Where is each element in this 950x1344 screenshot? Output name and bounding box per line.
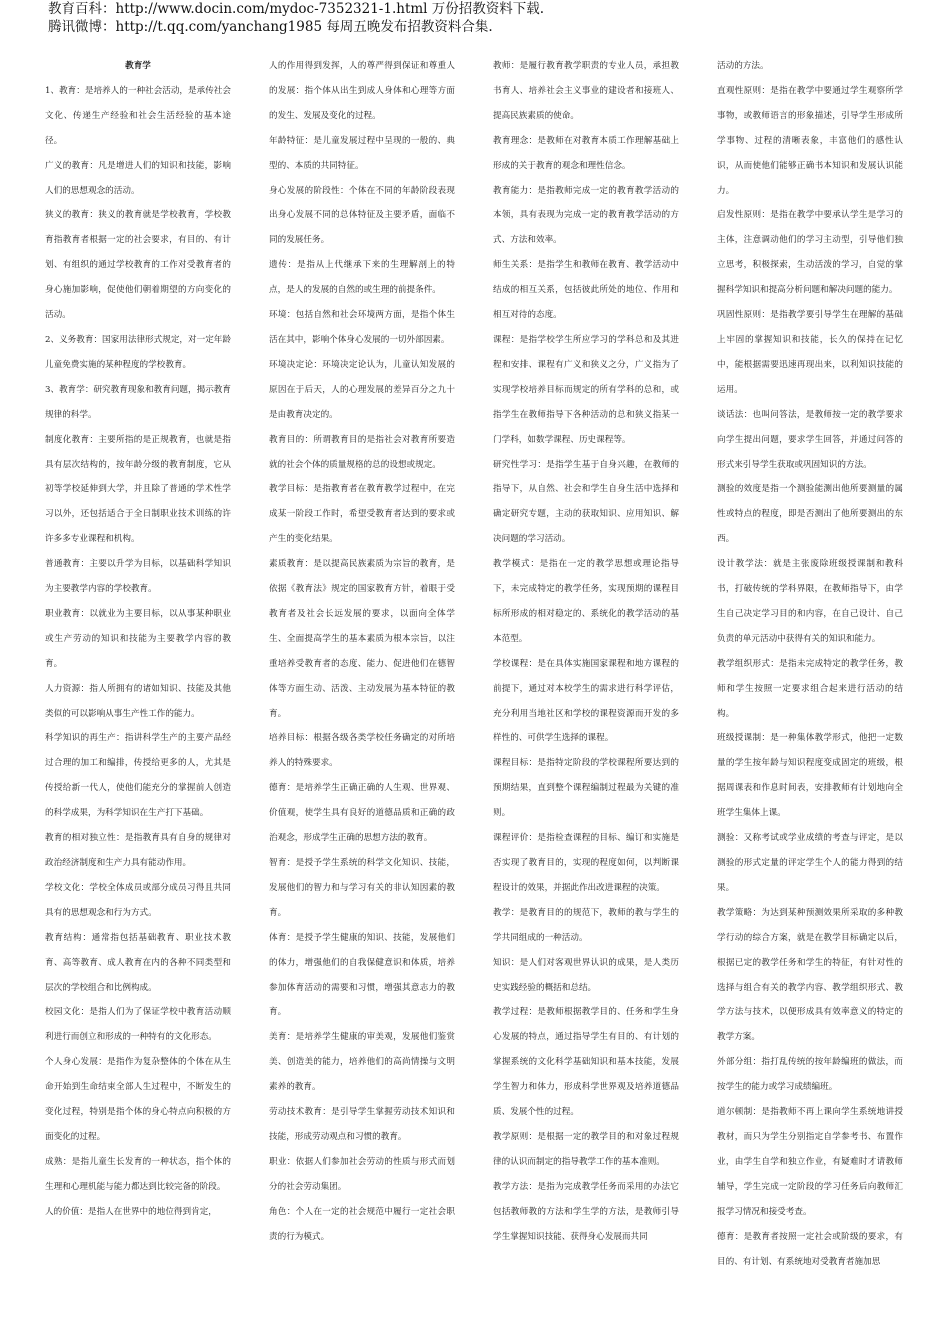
definition-paragraph: 环境决定论：环境决定论认为，儿童认知发展的原因在于后天，人的心理发展的差异百分之九十是由教育决定的。 xyxy=(269,359,455,420)
definition-paragraph: 德育：是培养学生正确正确的人生观、世界观、价值观，使学生具有良好的道德品质和正确的政治观念，形成学生正确的思想方法的教育。 xyxy=(269,783,455,844)
definition-paragraph: 普通教育：主要以升学为目标，以基础科学知识为主要教学内容的学校教育。 xyxy=(45,559,231,595)
definition-paragraph: 狭义的教育：狭义的教育就是学校教育，学校教育指教育者根据一定的社会要求，有目的、有计划、有组织的通过学校教育的工作对受教育者的身心施加影响，促使他们朝着期望的方向变化的活动。 xyxy=(45,210,231,321)
definition-paragraph: 人的价值：是指人在世界中的地位得到肯定， xyxy=(45,1206,217,1217)
definition-paragraph: 成熟：是指儿童生长发育的一种状态，指个体的生理和心理机能与能力都达到比较完备的阶段。 xyxy=(45,1156,231,1192)
definition-paragraph: 职业教育：以就业为主要目标，以从事某种职业或生产劳动的知识和技能为主要教学内容的教育。 xyxy=(45,608,231,669)
definition-paragraph: 人的作用得到发挥，人的尊严得到保证和尊重人的发展：指个体从出生到成人身体和心理等方面的发生、发展及变化的过程。 xyxy=(269,61,455,121)
definition-paragraph: 身心发展的阶段性：个体在不同的年龄阶段表现出身心发展不同的总体特征及主要矛盾，面临不同的发展任务。 xyxy=(269,185,455,246)
document-columns xyxy=(45,54,915,1274)
definition-paragraph: 校园文化：是指人们为了保证学校中教育活动顺利进行而创立和形成的一种特有的文化形态。 xyxy=(45,1007,231,1043)
definition-paragraph: 教育能力：是指教师完成一定的教育教学活动的本领，具有表现为完成一定的教育教学活动的方式、方法和效率。 xyxy=(493,185,679,246)
column-1 xyxy=(45,54,231,1274)
definition-paragraph: 体育：是授予学生健康的知识、技能，发展他们的体力，增强他们的自我保健意识和体质，培养参加体育活动的需要和习惯，增强其意志力的教育。 xyxy=(269,932,455,1018)
definition-paragraph: 教育理念：是教师在对教育本质工作理解基础上形成的关于教育的观念和理性信念。 xyxy=(493,135,679,171)
definition-paragraph: 美育：是培养学生健康的审美观，发展他们鉴赏美、创造美的能力，培养他们的高尚情操与文明素养的教育。 xyxy=(269,1032,455,1093)
definition-paragraph: 个人身心发展：是指作为复杂整体的个体在从生命开始到生命结束全部人生过程中，不断发生的变化过程，特别是指个体的身心特点向积极的方面变化的过程。 xyxy=(45,1057,231,1142)
definition-paragraph: 教学原则：是根据一定的教学目的和对象过程规律的认识而制定的指导教学工作的基本准则。 xyxy=(493,1131,679,1167)
definition-paragraph: 教育目的：所谓教育目的是指社会对教育所要造就的社会个体的质量规格的总的设想或规定。 xyxy=(269,434,455,470)
definition-paragraph: 素质教育：是以提高民族素质为宗旨的教育，是依据《教育法》规定的国家教育方针，着眼于受教育者及社会长远发展的要求，以面向全体学生、全面提高学生的基本素质为根本宗旨，以注重培养受教育者的态度、能力、促进他们在德智体等方面生动、活泼、主动发展为基本特征的教育。 xyxy=(269,559,455,719)
definition-paragraph: 教学模式：是指在一定的教学思想或理论指导下，未完成特定的教学任务，实现预期的课程目标所形成的相对稳定的、系统化的教学活动的基本范型。 xyxy=(493,559,679,644)
definition-paragraph: 学校课程：是在具体实施国家课程和地方课程的前提下，通过对本校学生的需求进行科学评估，充分利用当地社区和学校的课程资源而开发的多样性的、可供学生选择的课程。 xyxy=(493,658,679,744)
definition-paragraph: 师生关系：是指学生和教师在教育、教学活动中结成的相互关系，包括彼此所处的地位、作用和相互对待的态度。 xyxy=(493,260,679,321)
definition-paragraph: 活动的方法。 xyxy=(717,61,769,71)
definition-paragraph: 教育的相对独立性：是指教育具有自身的规律对政治经济制度和生产力具有能动作用。 xyxy=(45,833,231,868)
definition-paragraph: 巩固性原则：是指教学要引导学生在理解的基础上牢固的掌握知识和技能，长久的保持在记忆中，能根据需要迅速再现出来，以利知识技能的运用。 xyxy=(717,310,903,395)
definition-paragraph: 研究性学习：是指学生基于自身兴趣，在教师的指导下，从自然、社会和学生自身生活中选择和确定研究专题，主动的获取知识、应用知识、解决问题的学习活动。 xyxy=(493,459,679,545)
definition-paragraph: 设计教学法：就是主张废除班级授课制和教科书，打破传统的学科界限，在教师指导下，由学生自己决定学习目的和内容，在自己设计、自己负责的单元活动中获得有关的知识和能力。 xyxy=(717,559,903,644)
definition-paragraph: 教学目标：是指教育者在教育教学过程中，在完成某一阶段工作时，希望受教育者达到的要求或产生的变化结果。 xyxy=(269,484,455,545)
definition-paragraph: 教学组织形式：是指未完成特定的教学任务，教师和学生按照一定要求组合起来进行活动的结构。 xyxy=(717,658,903,719)
definition-paragraph: 外部分组：指打乱传统的按年龄编班的做法，而按学生的能力或学习成绩编班。 xyxy=(717,1057,903,1093)
definition-paragraph: 劳动技术教育：是引导学生掌握劳动技术知识和技能，形成劳动观点和习惯的教育。 xyxy=(269,1107,455,1142)
definition-paragraph: 环境：包括自然和社会环境两方面，是指个体生活在其中，影响个体身心发展的一切外部因素。 xyxy=(269,310,455,345)
definition-paragraph: 广义的教育：凡是增进人们的知识和技能，影响人们的思想观念的活动。 xyxy=(45,160,231,196)
header-line-weibo: 腾讯微博：http://t.qq.com/yanchang1985 每周五晚发布招教资料合集. xyxy=(48,19,493,35)
definition-paragraph: 遗传：是指从上代继承下来的生理解剖上的特点，是人的发展的自然的或生理的前提条件。 xyxy=(269,260,455,296)
header-line-baike: 教育百科：http://www.docin.com/mydoc-7352321-1.html 万份招教资料下载. xyxy=(48,1,545,17)
definition-paragraph: 培养目标：根据各级各类学校任务确定的对所培养人的特殊要求。 xyxy=(269,733,455,769)
definition-paragraph: 谈话法：也叫问答法，是教师按一定的教学要求向学生提出问题，要求学生回答，并通过问答的形式来引导学生获取或巩固知识的方法。 xyxy=(717,409,903,470)
definition-paragraph: 测验：又称考试或学业成绩的考查与评定，是以测验的形式定量的评定学生个人的能力得到的结果。 xyxy=(717,833,903,893)
definition-paragraph: 知识：是人们对客观世界认识的成果，是人类历史实践经验的概括和总结。 xyxy=(493,957,679,993)
document-title: 教育学 xyxy=(125,61,151,71)
definition-paragraph: 启发性原则：是指在教学中要承认学生是学习的主体，注意调动他们的学习主动型，引导他们独立思考，积极探索，生动活泼的学习，自觉的掌握科学知识和提高分析问题和解决问题的能力。 xyxy=(717,210,903,296)
definition-paragraph: 教学策略：为达到某种预测效果所采取的多种教学行动的综合方案，就是在教学目标确定以后，根据已定的教学任务和学生的特征，有针对性的选择与组合有关的教学内容、教学组织形式、教学方法与技术，以便形成具有效率意义的特定的教学方案。 xyxy=(717,907,903,1043)
definition-paragraph: 测验的效度是指一个测验能测出他所要测量的属性或特点的程度，即是否测出了他所要测出的东西。 xyxy=(717,484,903,545)
definition-paragraph: 学校文化：学校全体成员或部分成员习得且共同具有的思想观念和行为方式。 xyxy=(45,882,231,918)
definition-paragraph: 课程评价：是指检查课程的目标、编订和实施是否实现了教育目的，实现的程度如何，以判断课程设计的效果，并据此作出改进课程的决策。 xyxy=(493,833,679,893)
definition-paragraph: 教学：是教育目的的规范下，教师的教与学生的学共同组成的一种活动。 xyxy=(493,907,679,943)
definition-paragraph: 人力资源：指人所拥有的诸如知识、技能及其他类似的可以影响从事生产性工作的能力。 xyxy=(45,683,231,719)
definition-paragraph: 课程目标：是指特定阶段的学校课程所要达到的预期结果，直到整个课程编制过程最为关键的准则。 xyxy=(493,758,679,819)
definition-paragraph: 道尔顿制：是指教师不再上课向学生系统地讲授教材，而只为学生分别指定自学参考书、布置作业，由学生自学和独立作业，有疑难时才请教师辅导，学生完成一定阶段的学习任务后向教师汇报学习情况和接受考查。 xyxy=(717,1107,903,1217)
definition-paragraph: 直观性原则：是指在教学中要通过学生观察所学事物，或教师语言的形象描述，引导学生形成所学事物、过程的清晰表象，丰富他们的感性认识，从而使他们能够正确书本知识和发展认识能力。 xyxy=(717,85,903,196)
column-3 xyxy=(493,54,679,1274)
column-2 xyxy=(269,54,455,1274)
definition-paragraph: 德育：是教育者按照一定社会或阶级的要求，有目的、有计划、有系统地对受教育者施加思 xyxy=(717,1231,903,1267)
definition-paragraph: 课程：是指学校学生所应学习的学科总和及其进程和安排、课程有广义和狭义之分，广义指为了实现学校培养目标而规定的所有学科的总和，或指学生在教师指导下各种活动的总和狭义指某一门学科，如数学课程、历史课程等。 xyxy=(493,334,679,445)
definition-paragraph: 教学过程：是教师根据教学目的、任务和学生身心发展的特点，通过指导学生有目的、有计划的掌握系统的文化科学基础知识和基本技能，发展学生智力和体力，形成科学世界观及培养道德品质、发展个性的过程。 xyxy=(493,1007,679,1118)
definition-paragraph: 教师：是履行教育教学职责的专业人员，承担教书育人、培养社会主义事业的建设者和接班人、提高民族素质的使命。 xyxy=(493,61,679,121)
definition-paragraph: 智育：是授予学生系统的科学文化知识、技能，发展他们的智力和与学习有关的非认知因素的教育。 xyxy=(269,858,455,918)
definition-paragraph: 2、义务教育：国家用法律形式规定，对一定年龄儿童免费实施的某种程度的学校教育。 xyxy=(45,334,231,370)
definition-paragraph: 教学方法：是指为完成教学任务而采用的办法它包括教师教的方法和学生学的方法，是教师引导学生掌握知识技能、获得身心发展而共同 xyxy=(493,1181,679,1242)
definition-paragraph: 科学知识的再生产：指讲科学生产的主要产品经过合理的加工和编排，传授给更多的人，尤其是传授给新一代人，使他们能充分的掌握前人创造的科学成果，为科学知识在生产打下基础。 xyxy=(45,733,231,819)
definition-paragraph: 职业：依据人们参加社会劳动的性质与形式而划分的社会劳动集团。 xyxy=(269,1156,455,1192)
page-header xyxy=(48,0,928,36)
definition-paragraph: 制度化教育：主要所指的是正规教育，也就是指具有层次结构的，按年龄分级的教育制度，它从初等学校延伸到大学，并且除了普通的学术性学习以外，还包括适合于全日制职业技术训练的许许多多专业课程和机构。 xyxy=(45,434,231,545)
definition-paragraph: 教育结构：通常指包括基础教育、职业技术教育、高等教育、成人教育在内的各种不同类型和层次的学校组合和比例构成。 xyxy=(45,932,231,993)
definition-paragraph: 1、教育：是培养人的一种社会活动，是承传社会文化、传递生产经验和社会生活经验的基本途径。 xyxy=(45,85,231,146)
column-4 xyxy=(717,54,903,1274)
definition-paragraph: 3、教育学：研究教育现象和教育问题，揭示教育规律的科学。 xyxy=(45,384,231,420)
definition-paragraph: 角色：个人在一定的社会规范中履行一定社会职责的行为模式。 xyxy=(269,1206,455,1242)
definition-paragraph: 班级授课制：是一种集体教学形式，他把一定数量的学生按年龄与知识程度变成固定的班级，根据周课表和作息时间表，安排教师有计划地向全班学生集体上课。 xyxy=(717,733,903,819)
definition-paragraph: 年龄特征：是儿童发展过程中呈现的一般的、典型的、本质的共同特征。 xyxy=(269,135,455,171)
